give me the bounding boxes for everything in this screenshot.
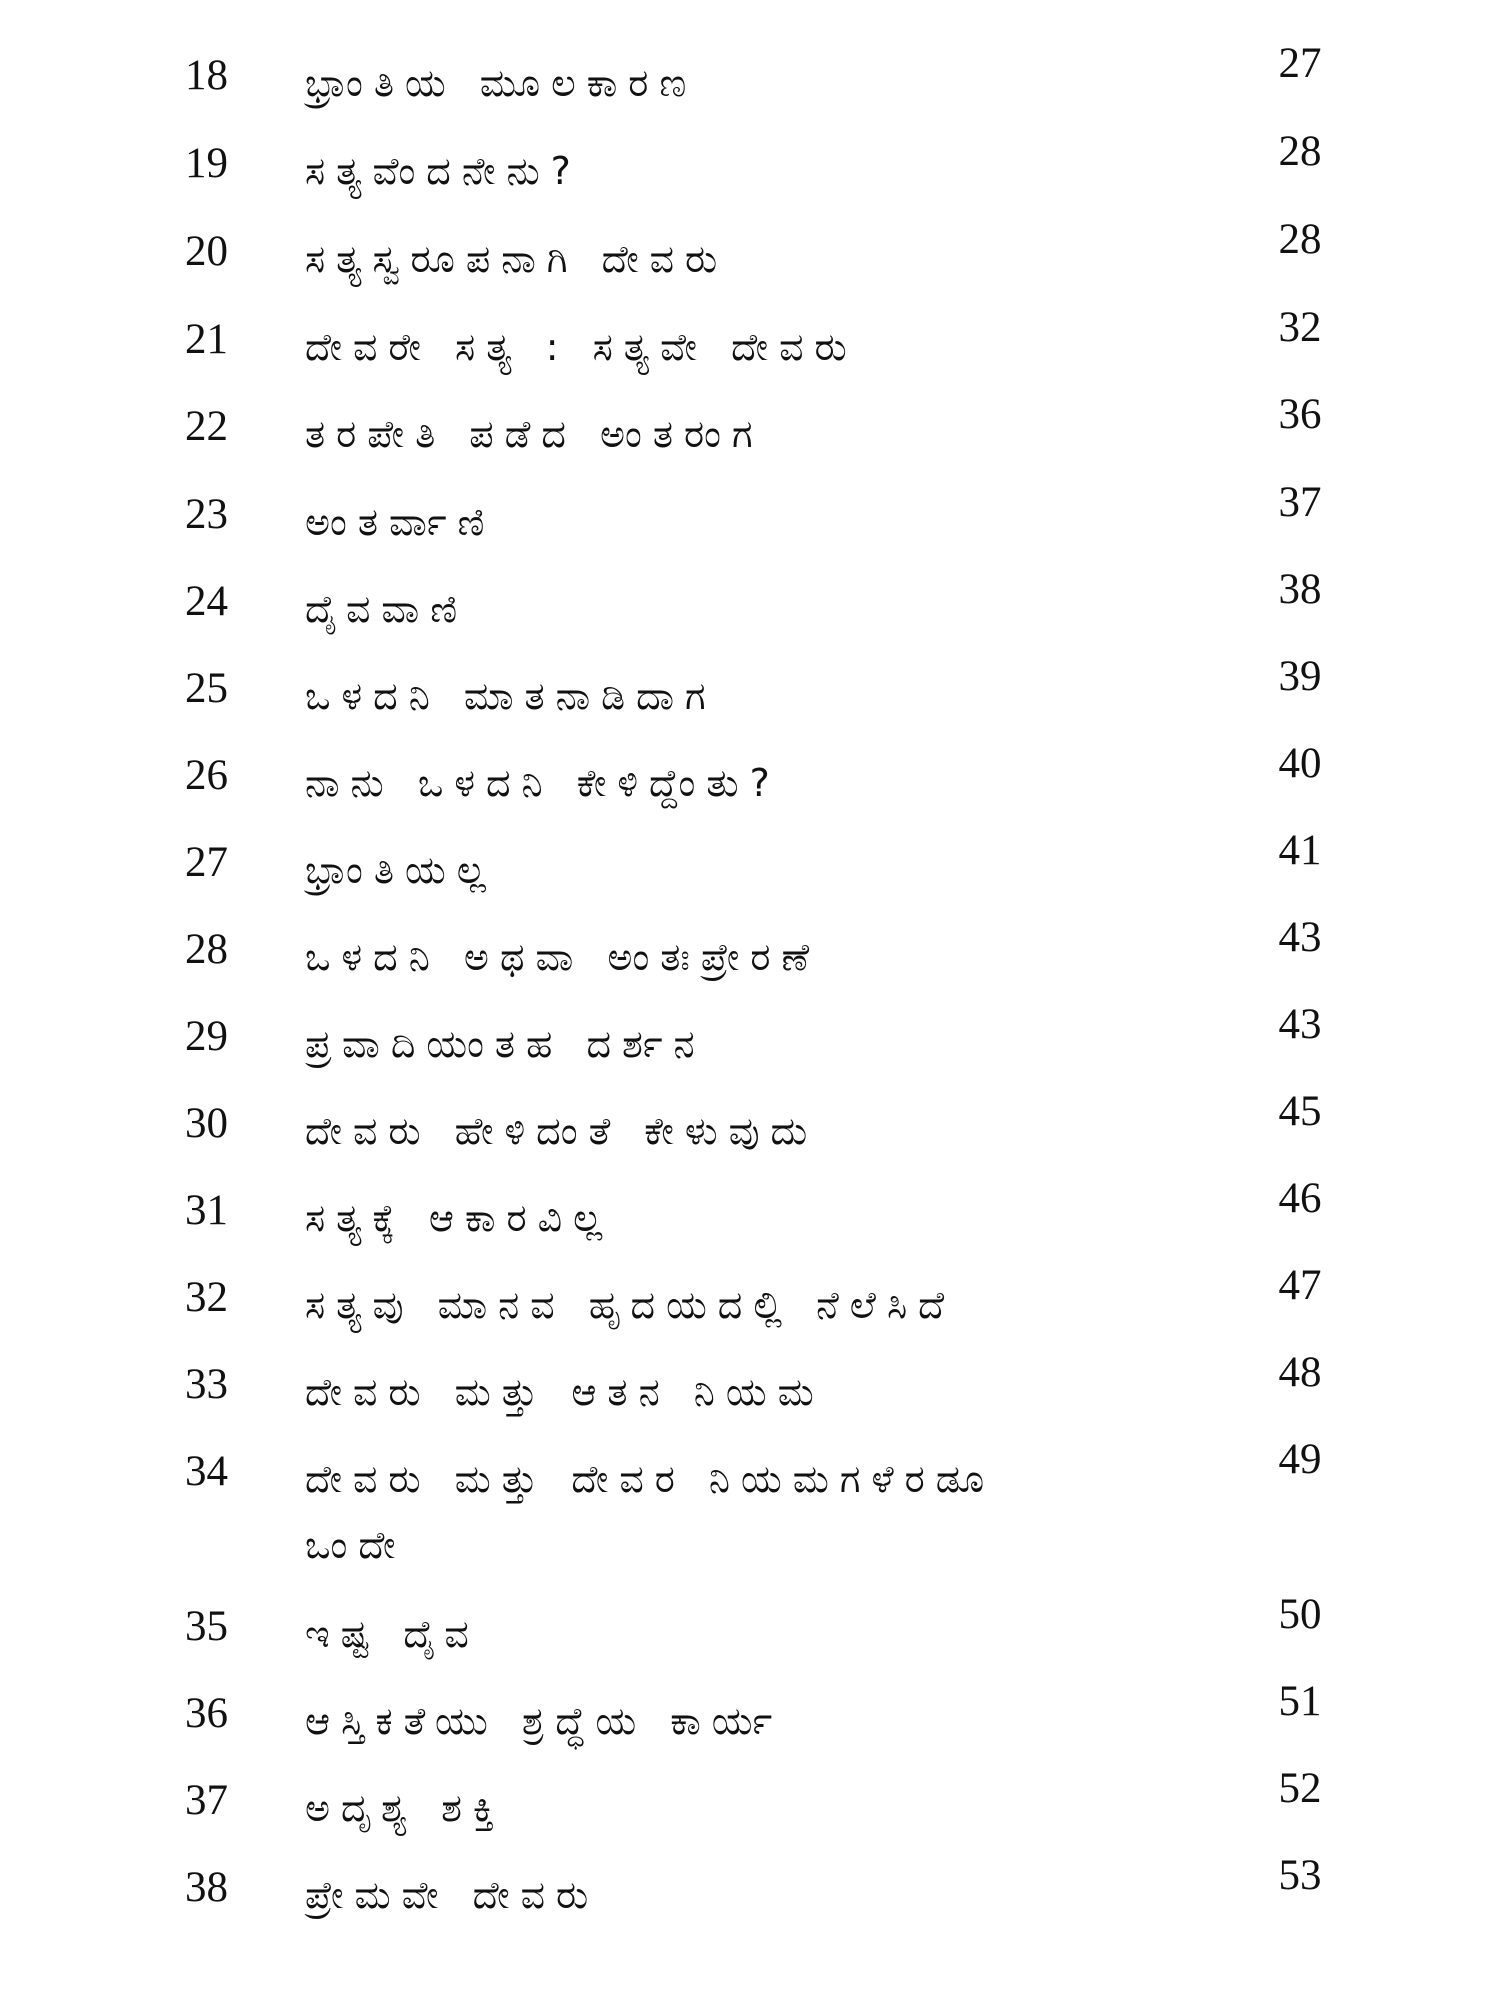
page-number: 53 <box>1278 1852 1322 1899</box>
chapter-number: 19 <box>185 140 228 187</box>
chapter-title: ದೇವರೇ ಸತ್ಯ : ಸತ್ಯವೇ ದೇವರು <box>305 325 858 369</box>
chapter-title: ನಾನು ಒಳದನಿ ಕೇಳಿದ್ದೆಂತು? <box>305 761 781 805</box>
chapter-title: ಭ್ರಾಂತಿಯಲ್ಲ <box>305 848 497 892</box>
chapter-number: 28 <box>185 926 228 973</box>
chapter-title: ಪ್ರೇಮವೇ ದೇವರು <box>305 1873 600 1917</box>
chapter-number: 29 <box>185 1013 228 1060</box>
page-number: 46 <box>1278 1175 1322 1222</box>
page-number: 50 <box>1278 1591 1322 1638</box>
chapter-title: ಆಸ್ತಿಕತೆಯು ಶ್ರದ್ಧೆಯ ಕಾರ್ಯ <box>305 1699 784 1743</box>
chapter-title: ಸತ್ಯವು ಮಾನವ ಹೃದಯದಲ್ಲಿ ನೆಲೆಸಿದೆ <box>305 1283 956 1327</box>
chapter-number: 34 <box>185 1448 228 1495</box>
chapter-title: ಒಳದನಿ ಮಾತನಾಡಿದಾಗ <box>305 674 717 718</box>
page-number: 45 <box>1278 1088 1322 1135</box>
chapter-number: 24 <box>185 578 228 625</box>
page-number: 28 <box>1278 216 1322 263</box>
chapter-title: ತರಪೇತಿ ಪಡೆದ ಅಂತರಂಗ <box>305 412 764 456</box>
chapter-number: 18 <box>185 52 228 99</box>
page-number: 41 <box>1278 827 1322 874</box>
chapter-number: 20 <box>185 228 228 275</box>
page-number: 38 <box>1278 566 1322 613</box>
page-number: 47 <box>1278 1262 1322 1309</box>
page-number: 36 <box>1278 391 1322 438</box>
chapter-number: 23 <box>185 491 228 538</box>
chapter-number: 36 <box>185 1690 228 1737</box>
page-number: 37 <box>1278 479 1322 526</box>
page-number: 49 <box>1278 1436 1322 1483</box>
chapter-title: ಸತ್ಯಕ್ಕೆ ಆಕಾರವಿಲ್ಲ <box>305 1196 614 1240</box>
chapter-number: 32 <box>185 1274 228 1321</box>
chapter-number: 21 <box>185 316 228 363</box>
chapter-number: 30 <box>185 1100 228 1147</box>
chapter-title: ಪ್ರವಾದಿಯಂತಹ ದರ್ಶನ <box>305 1022 706 1066</box>
page-number: 27 <box>1278 40 1322 87</box>
chapter-title: ಅಂತರ್ವಾಣಿ <box>305 500 496 544</box>
page-number: 39 <box>1278 653 1322 700</box>
chapter-title: ಸತ್ಯಸ್ವರೂಪನಾಗಿ ದೇವರು <box>305 237 729 281</box>
page-number: 40 <box>1278 740 1322 787</box>
page-number: 32 <box>1278 304 1322 351</box>
chapter-number: 35 <box>185 1603 228 1650</box>
chapter-title: ದೈವವಾಣಿ <box>305 587 469 631</box>
page-number: 28 <box>1278 128 1322 175</box>
chapter-title: ಒಳದನಿ ಅಥವಾ ಅಂತಃಪ್ರೇರಣೆ <box>305 935 821 979</box>
chapter-number: 37 <box>185 1777 228 1824</box>
chapter-title: ದೇವರು ಹೇಳಿದಂತೆ ಕೇಳುವುದು <box>305 1109 819 1153</box>
chapter-title: ದೇವರು ಮತ್ತು ಆತನ ನಿಯಮ <box>305 1370 825 1414</box>
chapter-number: 38 <box>185 1864 228 1911</box>
chapter-number: 26 <box>185 752 228 799</box>
page-number: 48 <box>1278 1349 1322 1396</box>
chapter-number: 25 <box>185 665 228 712</box>
chapter-number: 22 <box>185 403 228 450</box>
page-number: 52 <box>1278 1765 1322 1812</box>
chapter-title: ದೇವರು ಮತ್ತು ದೇವರ ನಿಯಮಗಳೆರಡೂ ಒಂದೇ <box>305 1457 996 1567</box>
chapter-number: 31 <box>185 1187 228 1234</box>
chapter-number: 33 <box>185 1361 228 1408</box>
chapter-title: ಸತ್ಯವೆಂದನೇನು? <box>305 149 582 193</box>
chapter-title: ಭ್ರಾಂತಿಯ ಮೂಲಕಾರಣ <box>305 61 698 105</box>
page-number: 43 <box>1278 1001 1322 1048</box>
chapter-title: ಇಷ್ಟ ದೈವ <box>305 1612 480 1656</box>
chapter-number: 27 <box>185 839 228 886</box>
page-number: 51 <box>1278 1678 1322 1725</box>
chapter-title: ಅದೃಶ್ಯ ಶಕ್ತಿ <box>305 1786 506 1830</box>
page-number: 43 <box>1278 914 1322 961</box>
